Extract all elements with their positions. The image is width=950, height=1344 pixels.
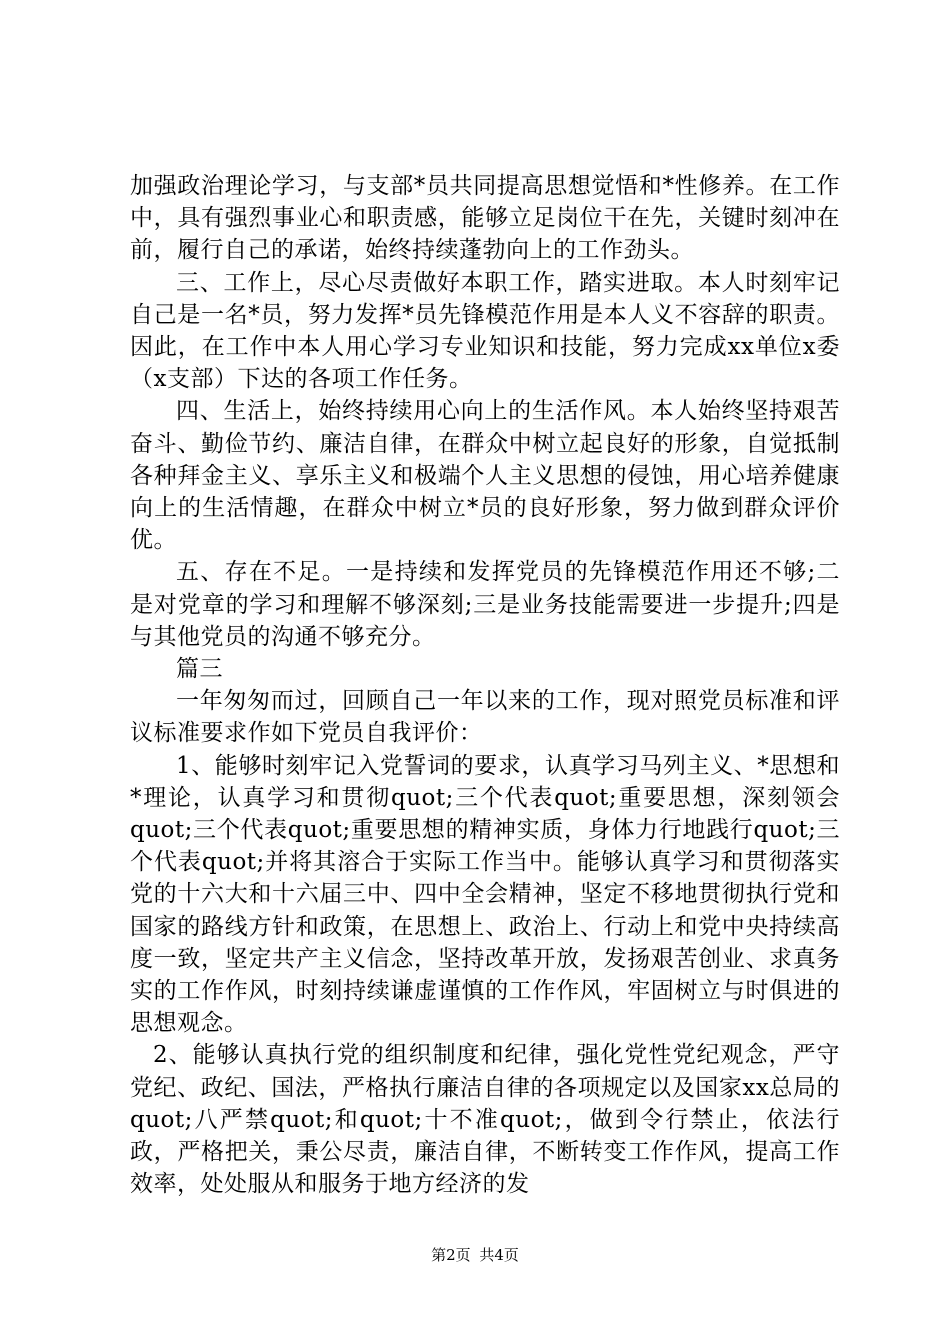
- section-heading-part-three: 篇三: [176, 656, 223, 683]
- paragraph-section-four: 四、生活上，始终持续用心向上的生活作风。本人始终坚持艰苦奋斗、勤俭节约、廉洁自律，在群众中树立起良好的形象，自觉抵制各种拜金主义、享乐主义和极端个人主义思想的侵蚀，用心培养健康向上的生活情趣，在群众中树立*员的良好形象，努力做到群众评价优。: [130, 398, 840, 554]
- page-footer: [0, 1244, 950, 1265]
- paragraph-item-two: 2、能够认真执行党的组织制度和纪律，强化党性党纪观念，严守党纪、政纪、国法，严格执行廉洁自律的各项规定以及国家xx总局的quot;八严禁quot;和quot;十不准quot;，做到令行禁止，依法行政，严格把关，秉公尽责，廉洁自律，不断转变工作作风，提高工作效率，处处服从和服务于地方经济的发: [130, 1042, 840, 1198]
- paragraph-continuation: 加强政治理论学习，与支部*员共同提高思想觉悟和*性修养。在工作中，具有强烈事业心和职责感，能够立足岗位干在先，关键时刻冲在前，履行自己的承诺，始终持续蓬勃向上的工作劲头。: [130, 173, 840, 264]
- paragraph-item-one: 1、能够时刻牢记入党誓词的要求，认真学习马列主义、*思想和*理论，认真学习和贯彻quot;三个代表quot;重要思想，深刻领会quot;三个代表quot;重要思想的精神实质，身体力行地践行quot;三个代表quot;并将其溶合于实际工作当中。能够认真学习和贯彻落实党的十六大和十六届三中、四中全会精神，坚定不移地贯彻执行党和国家的路线方针和政策，在思想上、政治上、行动上和党中央持续高度一致，坚定共产主义信念，坚持改革开放，发扬艰苦创业、求真务实的工作作风，时刻持续谦虚谨慎的工作作风，牢固树立与时俱进的思想观念。: [130, 752, 840, 1037]
- page-number: 第2页: [431, 1246, 471, 1264]
- document-body: [130, 170, 840, 1201]
- paragraph-intro: 一年匆匆而过，回顾自己一年以来的工作，现对照党员标准和评议标准要求作如下党员自我评价：: [130, 688, 840, 747]
- paragraph-section-five: 五、存在不足。一是持续和发挥党员的先锋模范作用还不够;二是对党章的学习和理解不够深刻;三是业务技能需要进一步提升;四是与其他党员的沟通不够充分。: [130, 559, 840, 650]
- paragraph-section-three: 三、工作上，尽心尽责做好本职工作，踏实进取。本人时刻牢记自己是一名*员，努力发挥*员先锋模范作用是本人义不容辞的职责。因此，在工作中本人用心学习专业知识和技能，努力完成xx单位x委（x支部）下达的各项工作任务。: [130, 269, 840, 393]
- page-total: 共4页: [479, 1246, 519, 1264]
